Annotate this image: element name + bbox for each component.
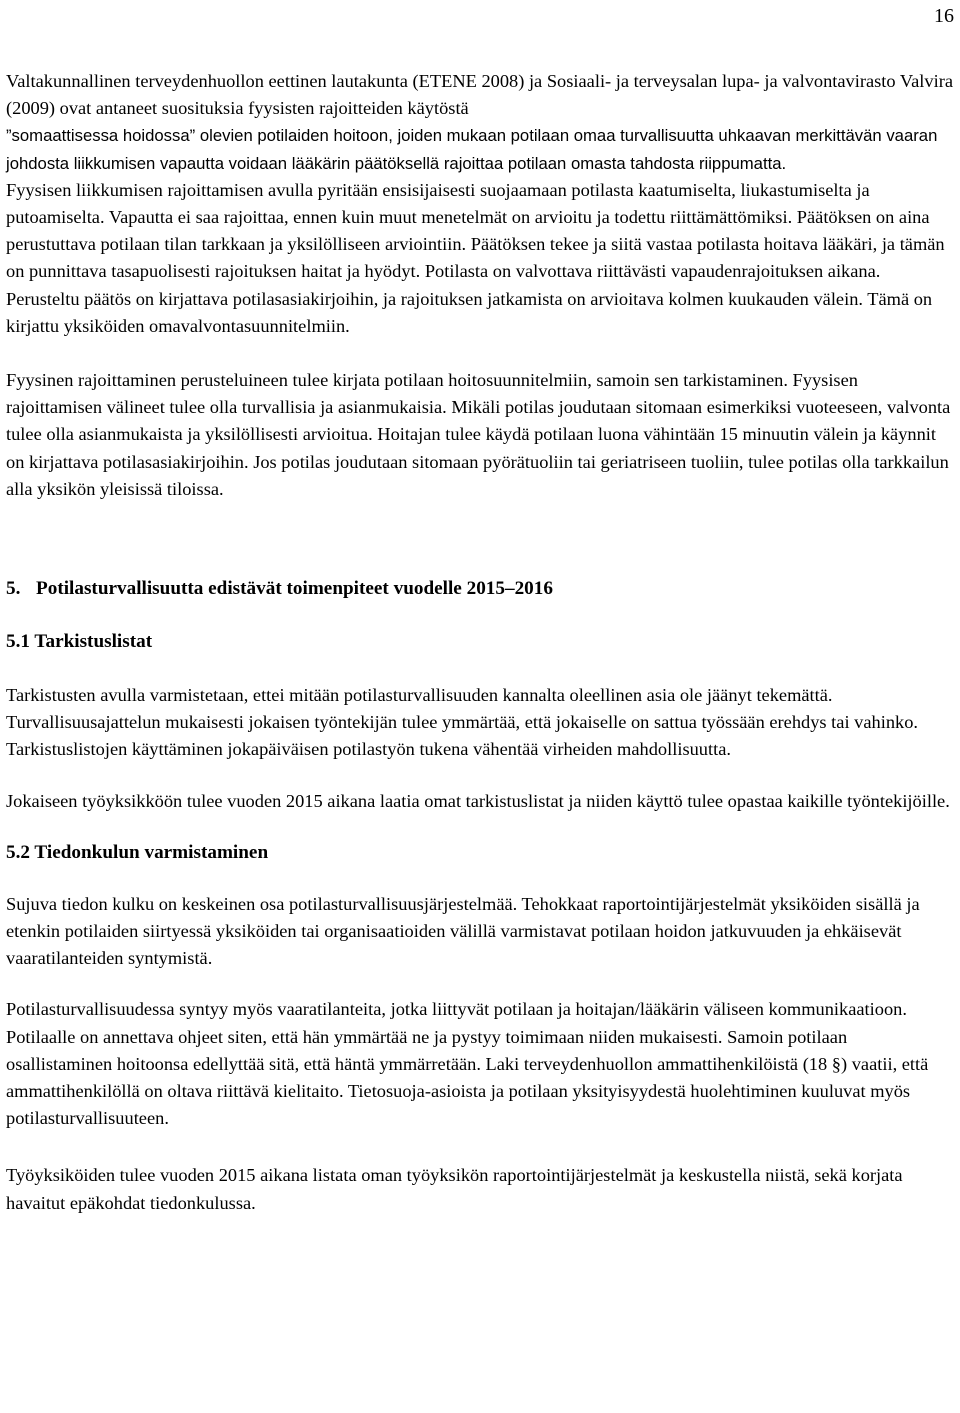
- subsection-heading-checklists: 5.1 Tarkistuslistat: [6, 631, 153, 653]
- section-title: Potilasturvallisuutta edistävät toimenpiteet vuodelle 2015–2016: [36, 578, 553, 600]
- intro-paragraph: Valtakunnallinen terveydenhuollon eettinen lautakunta (ETENE 2008) ja Sosiaali- ja terveysalan lupa- ja valvontavirasto Valvira (2009) ovat antaneet suosituksia fyysisten rajoitteiden käytöstä: [6, 71, 953, 119]
- patient-communication-paragraph: Potilasturvallisuudessa syntyy myös vaaratilanteita, jotka liittyvät potilaan ja hoitajan/lääkärin väliseen kommunikaatioon. Potilaalle on annettava ohjeet siten, että hän ymmärtää ne ja pystyy toimimaan niiden mukaisesti. Samoin potilaan osallistaminen hoitoonsa edellyttää sitä, että häntä ymmärretään. Laki terveydenhuollon ammattihenkilöistä (18 §) vaatii, että ammattihenkilöllä on oltava riittävä kielitaito. Tietosuoja-asioista ja potilaan yksityisyydestä huolehtiminen kuuluvat myös potilasturvallisuuteen.: [6, 999, 929, 1129]
- subsection-heading-communication: 5.2 Tiedonkulun varmistaminen: [6, 841, 269, 863]
- checklists-paragraph: Tarkistusten avulla varmistetaan, ettei mitään potilasturvallisuuden kannalta oleellinen asia ole jäänyt tekemättä. Turvallisuusajattelun mukaisesti jokaisen työntekijän tulee ymmärtää, että jokaiselle on sattua työssään erehdys tai vahinko. Tarkistuslistojen käyttäminen jokapäiväisen potilastyön tukena vähentää virheiden mahdollisuutta.: [6, 685, 918, 760]
- restriction-paragraph: Fyysisen liikkumisen rajoittamisen avulla pyritään ensisijaisesti suojaamaan potilasta kaatumiselta, liukastumiselta ja putoamiselta. Vapautta ei saa rajoittaa, ennen kuin muut menetelmät on arvioitu ja todettu riittämättömiksi. Päätöksen on aina perustuttava potilaan tilan tarkkaan ja yksilölliseen arviointiin. Päätöksen tekee ja siitä vastaa potilasta hoitava lääkäri, ja tämän on punnittava tasapuolisesti rajoituksen haitat ja hyödyt. Potilasta on valvottava riittävästi vapaudenrajoituksen aikana. Perusteltu päätös on kirjattava potilasasiakirjoihin, ja rajoituksen jatkamista on arvioitava kolmen kuukauden välein. Tämä on kirjattu yksiköiden omavalvontasuunnitelmiin.: [6, 179, 945, 336]
- communication-action-paragraph: Työyksiköiden tulee vuoden 2015 aikana listata oman työyksikön raportointijärjestelmät ja keskustella niistä, sekä korjata havaitut epäkohdat tiedonkulussa.: [6, 1165, 903, 1213]
- document-body: [6, 68, 954, 1217]
- section-heading: [6, 575, 954, 603]
- checklists-action-paragraph: Jokaiseen työyksikköön tulee vuoden 2015 aikana laatia omat tarkistuslistat ja niiden käyttö tulee opastaa kaikille työntekijöille.: [6, 790, 950, 811]
- recommendation-paragraph: ”somaattisessa hoidossa” olevien potilaiden hoitoon, joiden mukaan potilaan omaa turvallisuutta uhkaavan merkittävän vaaran johdosta liikkumisen vapautta voidaan lääkärin päätöksellä rajoittaa potilaan omasta tahdosta riippumatta.: [6, 126, 938, 173]
- section-number: 5.: [6, 578, 21, 600]
- communication-paragraph: Sujuva tiedon kulku on keskeinen osa potilasturvallisuusjärjestelmää. Tehokkaat raportointijärjestelmät yksiköiden sisällä ja etenkin potilaiden siirtyessä yksiköiden tai organisaatioiden välillä varmistavat potilaan hoidon jatkuvuuden ja ehkäisevät vaaratilanteiden syntymistä.: [6, 893, 920, 969]
- documentation-paragraph: Fyysinen rajoittaminen perusteluineen tulee kirjata potilaan hoitosuunnitelmiin, samoin sen tarkistaminen. Fyysisen rajoittamisen välineet tulee olla turvallisia ja asianmukaisia. Mikäli potilas joudutaan sitomaan esimerkiksi vuoteeseen, valvonta tulee olla asianmukaista ja yksilöllisesti arvioitua. Hoitajan tulee käydä potilaan luona vähintään 15 minuutin välein ja käynnit on kirjattava potilasasiakirjoihin. Jos potilas joudutaan sitomaan pyörätuoliin tai geriatriseen tuoliin, tulee potilas olla tarkkailun alla yksikön yleisissä tiloissa.: [6, 370, 951, 499]
- page-number: 16: [934, 5, 954, 27]
